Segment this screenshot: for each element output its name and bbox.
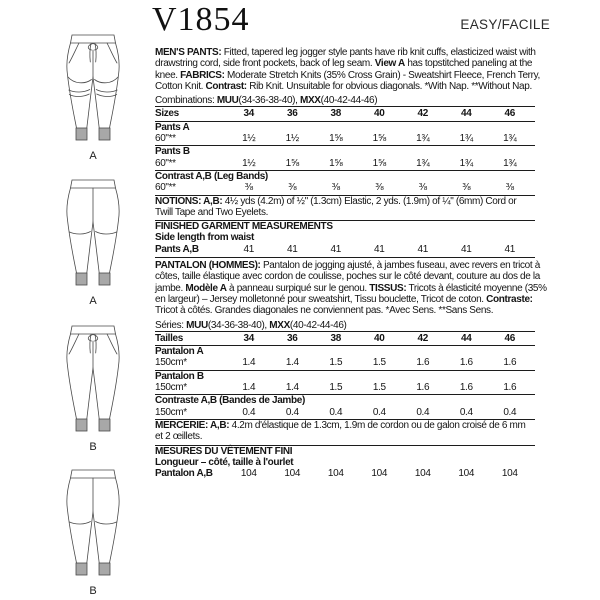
view-b-front-figure [58,322,128,453]
table-cell: 44 [461,332,472,344]
table-cell: 104 [371,468,388,480]
series-prefix: Séries: [155,319,187,331]
table-cell: 1½ [242,133,256,145]
row-label: Pantalon A [155,346,204,358]
table-cell: 0.4 [242,406,256,418]
row-values [227,407,535,418]
fabric-width: 150cm* [155,357,187,369]
description-en [155,47,550,92]
table-cell: 1.6 [503,357,517,369]
pattern-number: V1854 [152,1,250,38]
table-cell: 1½ [242,157,256,169]
table-cell: 1¾ [503,157,517,169]
table-cell: 41 [504,243,515,255]
tissus-text: Tricots à élasticité moyenne (35% en largeur) – Jersey molletonné pour sweatshirt, Tissu bouclette, Tricot de coton. [155,282,547,305]
row-label: Pants B [155,146,190,158]
table-cell: 0.4 [416,406,430,418]
fabrics-label: FABRICS: [180,69,225,81]
table-cell: 0.4 [459,406,473,418]
table-cell: 41 [287,243,298,255]
pants-view-a-front-drawing [58,31,128,149]
description-en-body: Fitted, tapered leg jogger style pants have rib knit cuffs, elasticized waist with drawstring cord, side front pockets, back of leg seam. [155,47,536,70]
view-a-ref: View A [374,58,405,70]
finished-values [227,244,535,255]
description-fr-body: Pantalon de jogging ajusté, à jambes fuseau, avec revers en tricot à côtes, taille élastique avec cordon de coulisse, poches sur le côté devant, couture au dos de la jambe. [155,260,540,294]
finished-subtitle: Side length from waist [155,232,254,244]
table-cell: 40 [374,108,385,120]
view-label: A [89,295,97,307]
fabric-width: 60"** [155,157,176,169]
table-cell: 41 [374,243,385,255]
combinations-line [155,95,550,106]
table-cell: 41 [417,243,428,255]
table-cell: 1.6 [459,357,473,369]
contraste-text: Tricot à côtés. Grandes diagonales ne conviennent pas. *Avec Sens. **Sans Sens. [155,305,494,317]
tissus-label: TISSUS: [369,282,407,294]
table-cell: 1⅝ [329,133,343,145]
table-cell: 1¾ [416,157,430,169]
table-cell: 0.4 [329,406,343,418]
view-label: B [89,585,97,597]
table-cell: 1¾ [459,157,473,169]
yardage-table-en [155,106,535,195]
table-cell: 34 [243,108,254,120]
view-b-back-figure [58,466,128,597]
view-a-front-figure [58,31,128,162]
table-cell: 36 [287,108,298,120]
table-cell: 46 [504,108,515,120]
serie-muu: MUU [186,319,208,331]
notions-text: 4½ yds (4.2m) of ½" (1.3cm) Elastic, 2 yds. (1.9m) of ¼" (6mm) Cord or Twill Tape and Two Eyelets. [155,195,517,218]
row-label: Pants A [155,121,190,133]
table-cell: 42 [417,332,428,344]
tailles-header-cells [227,333,535,344]
table-cell: 1.5 [329,382,343,394]
table-cell: 104 [240,468,257,480]
modele-a-ref: Modèle A [185,282,227,294]
row-values [227,182,535,193]
table-cell: ⅜ [418,182,427,194]
table-row-contrast [155,171,535,196]
fabric-width: 150cm* [155,382,187,394]
table-cell: 1¾ [459,133,473,145]
table-cell: 41 [330,243,341,255]
mesures-title: MESURES DU VÊTEMENT FINI [155,445,293,457]
table-cell: 1¾ [503,133,517,145]
table-row-pantalon-a [155,346,535,371]
pants-view-b-front-drawing [58,322,128,440]
table-cell: 104 [327,468,344,480]
mercerie-label: MERCERIE: A,B: [155,419,230,431]
table-cell: 1.5 [372,382,386,394]
description-fr-body2: à panneau surpiqué sur le genou. [226,282,370,294]
finished-measurements-en [155,221,535,258]
row-values [227,382,535,393]
combinations-prefix: Combinations: [155,95,217,107]
table-cell: 1⅝ [372,133,386,145]
table-cell: 41 [243,243,254,255]
description-fr [155,260,550,316]
view-label: A [89,150,97,162]
table-cell: 104 [501,468,518,480]
fabrics-text: Moderate Stretch Knits (35% Cross Grain) - Sweatshirt Fleece, French Terry, Cotton Knit. [155,69,540,92]
table-row-pants-a [155,122,535,147]
table-row-contraste [155,395,535,420]
table-cell: 104 [284,468,301,480]
serie-mxx: MXX [269,319,290,331]
table-cell: 41 [461,243,472,255]
table-cell: 1.6 [416,357,430,369]
table-cell: 38 [330,108,341,120]
series-line [155,320,550,331]
notions-en [155,196,535,222]
row-label: Pantalon B [155,370,204,382]
serie-mxx-sizes: (40-42-44-46) [289,319,347,331]
row-label: Contrast A,B (Leg Bands) [155,170,268,182]
table-cell: 1⅝ [372,157,386,169]
table-cell: 1⅝ [329,157,343,169]
table-cell: 0.4 [503,406,517,418]
pants-view-a-back-drawing [58,176,128,294]
table-cell: 1½ [285,133,299,145]
fabric-width: 60"** [155,182,176,194]
table-cell: 1.6 [416,382,430,394]
table-cell: 0.4 [285,406,299,418]
table-cell: 34 [243,332,254,344]
mesures-values [227,468,535,479]
table-header-row [155,106,535,121]
table-cell: 36 [287,332,298,344]
description-fr-lead: PANTALON (HOMMES): [155,260,261,272]
finished-title: FINISHED GARMENT MEASUREMENTS [155,221,333,233]
table-cell: 1⅝ [285,157,299,169]
mesures-subtitle: Longueur – côté, taille à l'ourlet [155,456,294,468]
combo-muu: MUU [216,95,239,107]
combo-mxx-sizes: (40-42-44-46) [320,95,378,107]
table-header-row [155,331,535,346]
table-cell: 104 [414,468,431,480]
row-values [227,357,535,368]
table-cell: 1¾ [416,133,430,145]
table-cell: 1.4 [242,382,256,394]
contrast-label: Contrast: [205,80,247,92]
combo-muu-sizes: (34-36-38-40), [238,95,300,107]
yardage-table-fr [155,331,535,420]
pants-view-b-back-drawing [58,466,128,584]
table-cell: 40 [374,332,385,344]
fabric-width: 150cm* [155,406,187,418]
table-cell: 1.5 [372,357,386,369]
row-values [227,133,535,144]
table-cell: 44 [461,108,472,120]
table-cell: 42 [417,108,428,120]
table-cell: 0.4 [372,406,386,418]
content-column [155,47,550,479]
finished-row-label: Pants A,B [155,243,199,255]
table-cell: ⅜ [505,182,514,194]
sizes-header-cells [227,108,535,119]
table-cell: 104 [458,468,475,480]
finished-measurements-fr [155,446,535,480]
table-cell: ⅜ [288,182,297,194]
description-en-lead: MEN'S PANTS: [155,47,222,58]
mercerie-fr [155,420,535,446]
table-cell: 1.4 [242,357,256,369]
table-cell: 46 [504,332,515,344]
row-values [227,158,535,169]
table-cell: 1.4 [285,382,299,394]
combo-mxx: MXX [300,95,321,107]
mercerie-text: 4.2m d'élastique de 1.3cm, 1.9m de cordon ou de galon croisé de 6 mm et 2 œillets. [155,419,526,443]
contrast-text: Rib Knit. Unsuitable for obvious diagonals. *With Nap. **Without Nap. [246,80,532,92]
table-row-pants-b [155,146,535,171]
table-cell: 38 [330,332,341,344]
fabric-width: 60"** [155,133,176,145]
view-a-back-figure [58,176,128,307]
table-cell: ⅜ [331,182,340,194]
table-cell: ⅜ [462,182,471,194]
tailles-header-label: Tailles [155,332,183,344]
table-cell: 1.6 [459,382,473,394]
table-cell: ⅜ [375,182,384,194]
row-label: Contraste A,B (Bandes de Jambe) [155,395,305,407]
view-label: B [89,441,97,453]
table-row-pantalon-b [155,371,535,396]
notions-label: NOTIONS: A,B: [155,195,223,207]
table-cell: 1.4 [285,357,299,369]
serie-muu-sizes: (34-36-38-40), [207,319,270,331]
sizes-header-label: Sizes [155,108,179,120]
table-cell: 1.5 [329,357,343,369]
table-cell: ⅜ [244,182,253,194]
difficulty-label: EASY/FACILE [460,17,550,32]
mesures-row-label: Pantalon A,B [155,468,213,480]
contraste-label: Contraste: [486,293,533,305]
description-en-body2: has topstitched paneling at the knee. [155,58,533,81]
table-cell: 1.6 [503,382,517,394]
